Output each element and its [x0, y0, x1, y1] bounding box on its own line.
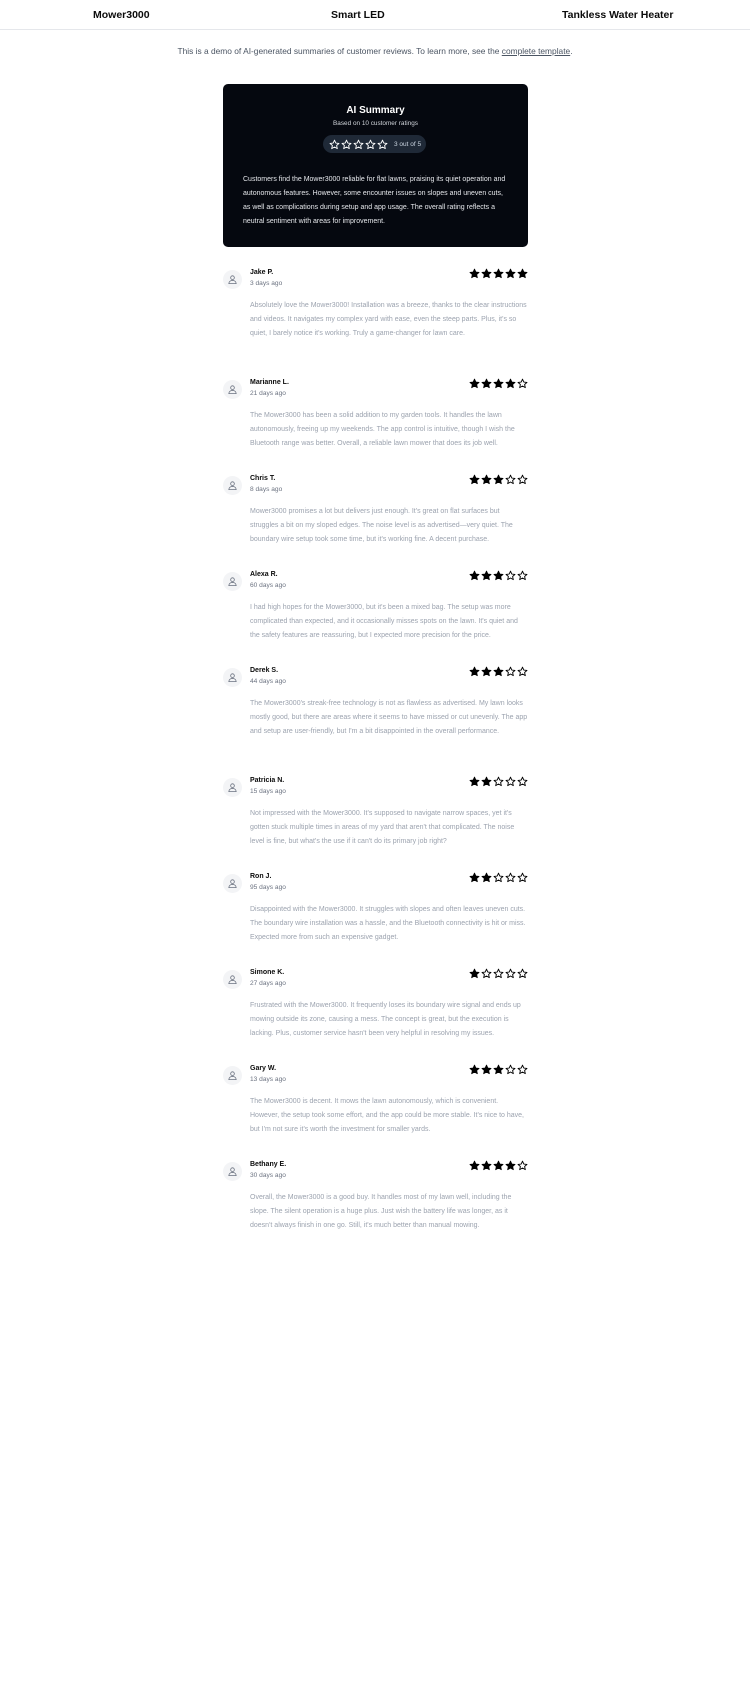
star-outline-icon	[505, 666, 516, 677]
review-text: Not impressed with the Mower3000. It's supposed to navigate narrow spaces, yet it's gotten stuck multiple times in areas of my yard that aren't that complicated. The noise level is fine, but what's the use if it can't do its primary job right?	[250, 810, 515, 845]
reviewer-name: Patricia N.	[250, 777, 285, 784]
review-date: 60 days ago	[250, 582, 286, 589]
review-item	[223, 1157, 528, 1253]
review-text: Disappointed with the Mower3000. It struggles with slopes and often leaves uneven cuts. The boundary wire installation was a hassle, and the Bluetooth connectivity is hit or miss. Expected more from such an expensive gadget.	[250, 906, 526, 941]
reviewer-name: Simone K.	[250, 969, 285, 976]
star-filled-icon	[493, 570, 504, 581]
user-icon	[223, 476, 242, 495]
star-filled-icon	[493, 378, 504, 389]
star-filled-icon	[469, 666, 480, 677]
reviewer-name: Chris T.	[250, 475, 276, 482]
nav-link-tankless-water-heater[interactable]: Tankless Water Heater	[562, 9, 674, 21]
user-icon	[223, 270, 242, 289]
star-outline-icon	[517, 1160, 528, 1171]
user-icon	[223, 778, 242, 797]
star-outline-icon	[365, 139, 376, 150]
star-filled-icon	[493, 474, 504, 485]
star-filled-icon	[469, 378, 480, 389]
summary-stars	[329, 139, 388, 150]
review-text: The Mower3000's streak-free technology is not as flawless as advertised. My lawn looks mostly good, but there are areas where it seems to have missed or cut unevenly. The app and setup are user-friendly, but I'm a bit disappointed in the overall performance.	[250, 700, 528, 735]
star-filled-icon	[505, 268, 516, 279]
summary-body: Customers find the Mower3000 reliable for flat lawns, praising its quiet operation and autonomous features. However, some encounter issues on slopes and uneven cuts, as well as complications during setup and app usage. The overall rating reflects a neutral sentiment with areas for improvement.	[243, 176, 506, 225]
summary-title: AI Summary	[346, 105, 405, 116]
review-text: Mower3000 promises a lot but delivers just enough. It's great on flat surfaces but struggles a bit on my sloped edges. The noise level is as advertised—very quiet. The boundary wire setup took some time, but it's working fine. A decent purchase.	[250, 508, 513, 543]
review-text: The Mower3000 is decent. It mows the lawn autonomously, which is convenient. However, the setup took some effort, and the app could be more stable. It's nice to have, but I'm not sure it's worth the investment for smaller yards.	[250, 1098, 524, 1133]
review-rating-stars	[469, 968, 528, 979]
review-rating-stars	[469, 378, 528, 389]
star-outline-icon	[493, 776, 504, 787]
reviews-list	[223, 265, 528, 1253]
review-item	[223, 567, 528, 663]
reviewer-name: Alexa R.	[250, 571, 278, 578]
star-outline-icon	[481, 968, 492, 979]
reviewer-name: Marianne L.	[250, 379, 289, 386]
star-outline-icon	[505, 968, 516, 979]
reviewer-name: Bethany E.	[250, 1161, 287, 1168]
user-icon	[223, 1162, 242, 1181]
intro-sentence: This is a demo of AI-generated summaries of customer reviews. To learn more, see the	[177, 46, 502, 56]
review-item	[223, 1061, 528, 1157]
star-filled-icon	[469, 776, 480, 787]
review-rating-stars	[469, 776, 528, 787]
user-icon	[223, 970, 242, 989]
star-filled-icon	[469, 1160, 480, 1171]
review-rating-stars	[469, 1160, 528, 1171]
review-item	[223, 375, 528, 471]
star-outline-icon	[493, 872, 504, 883]
star-outline-icon	[505, 1064, 516, 1075]
star-outline-icon	[505, 474, 516, 485]
review-date: 15 days ago	[250, 788, 286, 795]
star-outline-icon	[493, 968, 504, 979]
reviewer-name: Ron J.	[250, 873, 272, 880]
summary-subtitle: Based on 10 customer ratings	[333, 120, 418, 127]
nav-link-smart-led[interactable]: Smart LED	[331, 9, 385, 21]
user-icon	[223, 1066, 242, 1085]
summary-rating-text: 3 out of 5	[394, 140, 422, 148]
star-filled-icon	[469, 570, 480, 581]
review-text: Overall, the Mower3000 is a good buy. It handles most of my lawn well, including the slope. The silent operation is a huge plus. Just wish the battery life was longer, as it doesn't always finish in one go. Still, it's much better than manual mowing.	[250, 1194, 512, 1229]
star-filled-icon	[481, 1160, 492, 1171]
review-date: 44 days ago	[250, 678, 286, 685]
review-date: 30 days ago	[250, 1172, 286, 1179]
star-filled-icon	[493, 1160, 504, 1171]
review-text: I had high hopes for the Mower3000, but it's been a mixed bag. The setup was more complicated than expected, and it occasionally misses spots on the lawn. It's quiet and the safety features are reassuring, but I expected more precision for the price.	[250, 604, 518, 639]
star-filled-icon	[481, 268, 492, 279]
star-outline-icon	[517, 872, 528, 883]
review-rating-stars	[469, 872, 528, 883]
review-date: 95 days ago	[250, 884, 286, 891]
review-date: 8 days ago	[250, 486, 283, 493]
star-outline-icon	[517, 474, 528, 485]
star-filled-icon	[481, 570, 492, 581]
star-outline-icon	[517, 666, 528, 677]
star-filled-icon	[469, 1064, 480, 1075]
review-item	[223, 265, 528, 375]
star-outline-icon	[353, 139, 364, 150]
review-date: 27 days ago	[250, 980, 286, 987]
review-date: 3 days ago	[250, 280, 283, 287]
review-text: Absolutely love the Mower3000! Installation was a breeze, thanks to the clear instructions and videos. It navigates my complex yard with ease, even the steep parts. Plus, it's so quiet, I barely notice it's working. Truly a game-changer for lawn care.	[250, 302, 527, 337]
star-filled-icon	[469, 474, 480, 485]
star-outline-icon	[517, 570, 528, 581]
star-filled-icon	[505, 1160, 516, 1171]
star-outline-icon	[505, 872, 516, 883]
review-rating-stars	[469, 570, 528, 581]
review-rating-stars	[469, 1064, 528, 1075]
intro-text	[0, 46, 750, 56]
review-item	[223, 773, 528, 869]
star-outline-icon	[377, 139, 388, 150]
star-outline-icon	[341, 139, 352, 150]
review-rating-stars	[469, 268, 528, 279]
star-outline-icon	[505, 570, 516, 581]
review-item	[223, 471, 528, 567]
review-item	[223, 965, 528, 1061]
user-icon	[223, 668, 242, 687]
user-icon	[223, 874, 242, 893]
review-text: Frustrated with the Mower3000. It frequently loses its boundary wire signal and ends up mowing outside its zone, causing a mess. The concept is great, but the execution is lacking. Plus, customer service hasn't been very helpful in resolving my issues.	[250, 1002, 521, 1037]
star-filled-icon	[469, 872, 480, 883]
star-filled-icon	[493, 268, 504, 279]
user-icon	[223, 572, 242, 591]
star-filled-icon	[481, 872, 492, 883]
complete-template-link[interactable]: complete template	[501, 46, 571, 56]
reviewer-name: Derek S.	[250, 667, 279, 674]
intro-suffix: .	[570, 46, 573, 56]
reviewer-name: Gary W.	[250, 1065, 277, 1072]
summary-rating-pill	[323, 135, 426, 153]
top-navigation	[0, 0, 750, 30]
star-filled-icon	[469, 268, 480, 279]
star-filled-icon	[505, 378, 516, 389]
star-outline-icon	[517, 378, 528, 389]
star-filled-icon	[493, 666, 504, 677]
review-date: 13 days ago	[250, 1076, 286, 1083]
review-text: The Mower3000 has been a solid addition to my garden tools. It handles the lawn autonomously, freeing up my weekends. The app control is intuitive, though I wish the Bluetooth range was better. Overall, a reliable lawn mower that does its job well.	[250, 412, 515, 447]
star-filled-icon	[481, 378, 492, 389]
star-filled-icon	[481, 1064, 492, 1075]
review-rating-stars	[469, 474, 528, 485]
review-item	[223, 663, 528, 773]
star-filled-icon	[517, 268, 528, 279]
review-date: 21 days ago	[250, 390, 286, 397]
star-filled-icon	[481, 474, 492, 485]
star-outline-icon	[517, 776, 528, 787]
review-item	[223, 869, 528, 965]
user-icon	[223, 380, 242, 399]
star-filled-icon	[469, 968, 480, 979]
review-rating-stars	[469, 666, 528, 677]
star-outline-icon	[329, 139, 340, 150]
star-outline-icon	[505, 776, 516, 787]
star-filled-icon	[481, 666, 492, 677]
star-filled-icon	[481, 776, 492, 787]
star-filled-icon	[493, 1064, 504, 1075]
ai-summary-card	[223, 84, 528, 247]
nav-link-mower3000[interactable]: Mower3000	[93, 9, 150, 21]
reviewer-name: Jake P.	[250, 269, 274, 276]
star-outline-icon	[517, 1064, 528, 1075]
star-outline-icon	[517, 968, 528, 979]
